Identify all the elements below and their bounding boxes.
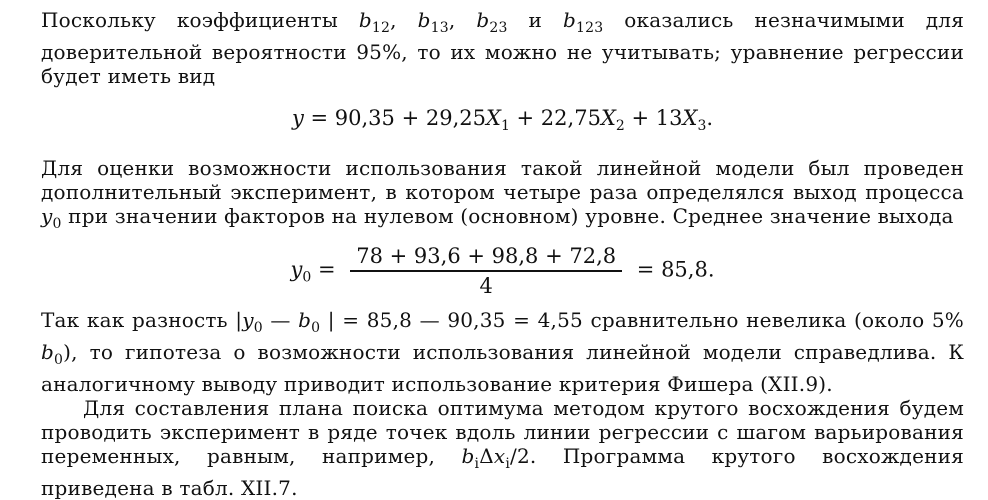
equation1-rhs-start: = 90,35 + 29,25	[310, 106, 486, 130]
equation2-lhs: y	[290, 257, 303, 282]
coefficient-b123-sub: 123	[576, 20, 604, 36]
paragraph3-prefix: Так как разность |	[41, 308, 243, 332]
paragraph3-rest: ), то гипотеза о возможности использования линейной модели справедлива. К аналогичному выводу приводит использование критерия Фишера (XII.9).	[41, 340, 964, 396]
coefficient-separator-2: ,	[448, 8, 456, 32]
equation1-x1-sub: 1	[500, 118, 510, 134]
paragraph3-b2: b	[41, 340, 55, 364]
equation1-mid1: + 22,75	[509, 106, 601, 130]
step-expression-b: b	[461, 444, 475, 468]
step-expression-x: x	[493, 444, 506, 468]
paragraph4-text: Для составления плана поиска оптимума методом крутого восхождения будем проводить эксперимент в ряде точек вдоль линии регрессии с шагом варьирования переменных, равным, например,	[41, 396, 964, 468]
coefficient-b123-base: b	[562, 8, 576, 32]
paragraph1-suffix: оказались незначимыми для доверительной вероятности 95%, то их можно не учитывать; уравнение регрессии будет иметь вид	[41, 8, 965, 88]
coefficient-separator-3: и	[507, 8, 543, 32]
mean-output-equation	[41, 244, 964, 298]
coefficient-b13-base: b	[417, 8, 431, 32]
equation1-mid2: + 13	[624, 106, 683, 130]
step-expression-x-sub: i	[505, 456, 511, 472]
paragraph3-after-abs: | = 85,8 — 90,35 = 4,55 сравнительно невелика (около 5%	[327, 308, 964, 332]
coefficient-b12-sub: 12	[371, 20, 391, 36]
equation2-rhs: = 85,8.	[636, 257, 715, 282]
equation1-x1: X	[485, 106, 501, 130]
paragraph4-text2: Программа крутого восхождения приведена в табл. XII.7.	[41, 444, 964, 500]
paragraph2-text: Для оценки возможности использования такой линейной модели был проведен дополнительный эксперимент, в котором четыре раза определялся выход процесса	[41, 156, 964, 204]
paragraph-plan	[41, 396, 964, 500]
paragraph3-minus: —	[262, 308, 299, 332]
coefficient-separator-1: ,	[390, 8, 397, 32]
mean-fraction	[350, 244, 622, 298]
equation1-x3: X	[682, 106, 698, 130]
equation2-eq: =	[317, 257, 336, 282]
paragraph3-b-sub: 0	[311, 320, 321, 336]
equation1-lhs: y	[291, 106, 304, 130]
fraction-numerator: 78 + 93,6 + 98,8 + 72,8	[350, 244, 622, 272]
step-expression-div: /2.	[510, 444, 537, 468]
paragraph3-b: b	[298, 308, 312, 332]
paragraph3-y: y	[242, 308, 254, 332]
equation1-x2-sub: 2	[615, 118, 625, 134]
paragraph2-y0: y	[41, 204, 53, 228]
paragraph2-y0-sub: 0	[52, 216, 62, 232]
paragraph1-prefix: Поскольку коэффициенты	[41, 8, 338, 32]
fraction-denominator: 4	[479, 274, 493, 298]
paragraph-experiment	[41, 156, 964, 236]
coefficient-b13-sub: 13	[430, 20, 449, 36]
coefficient-b12-base: b	[358, 8, 372, 32]
coefficient-b23-base: b	[476, 8, 490, 32]
paragraph3-y-sub: 0	[253, 320, 263, 336]
step-expression-delta: Δ	[479, 444, 494, 468]
regression-equation	[41, 106, 964, 138]
equation2-lhs-sub: 0	[302, 269, 312, 286]
paragraph-coefficients	[41, 8, 964, 88]
equation1-end: .	[706, 106, 714, 130]
paragraph2-text2: при значении факторов на нулевом (основном) уровне. Среднее значение выхода	[68, 204, 954, 228]
paragraph3-b2-sub: 0	[54, 352, 64, 368]
paragraph-difference	[41, 308, 964, 396]
coefficient-b23-sub: 23	[489, 20, 508, 36]
step-expression-b-sub: i	[474, 456, 480, 472]
equation1-x2: X	[600, 106, 616, 130]
equation1-x3-sub: 3	[697, 118, 707, 134]
